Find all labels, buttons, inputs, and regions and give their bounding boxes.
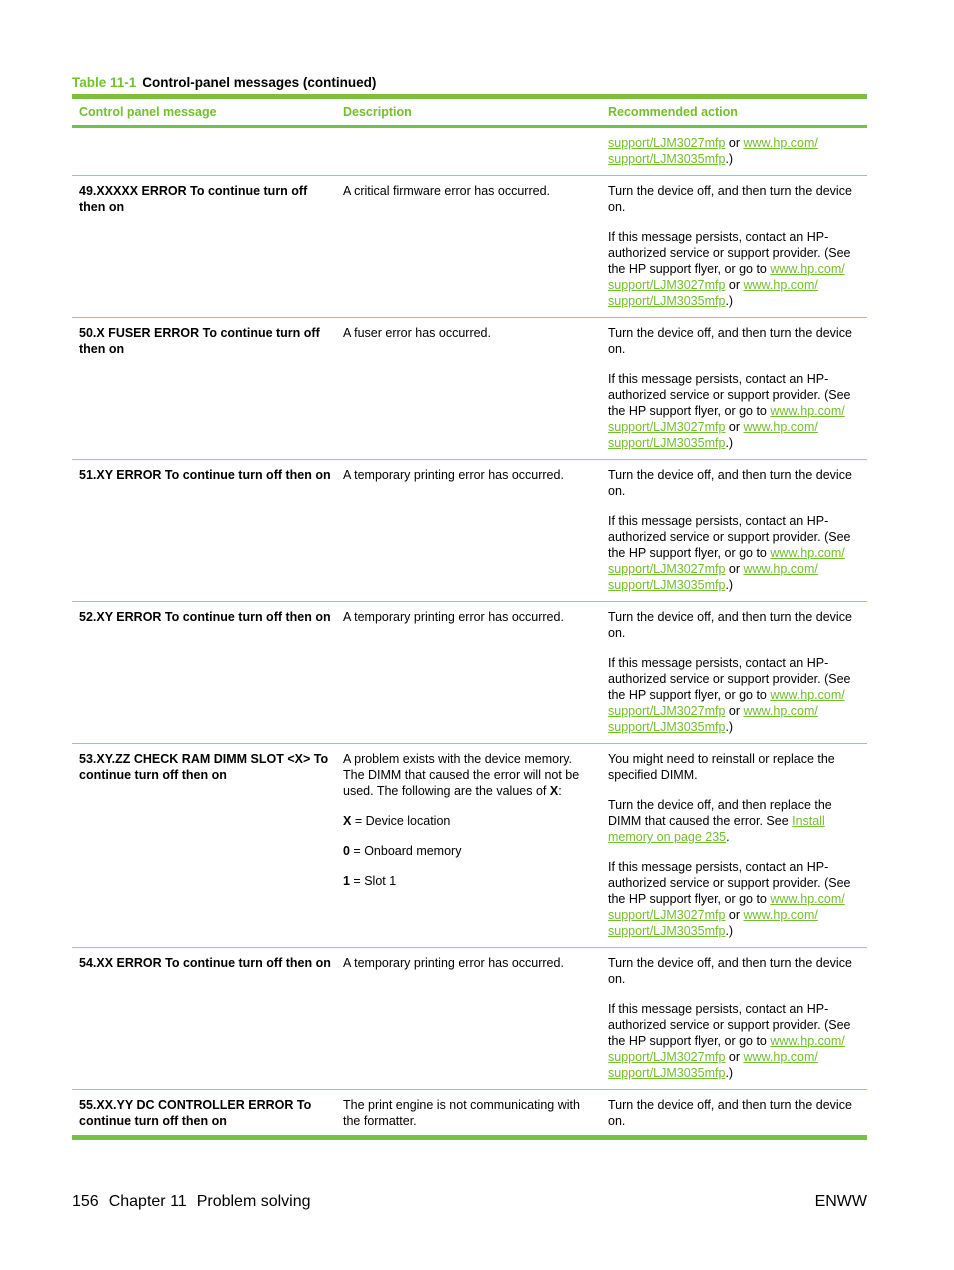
close-text: .) bbox=[725, 924, 734, 938]
table-bottom-rule bbox=[72, 1135, 867, 1140]
action-cell bbox=[602, 609, 867, 735]
link-ljm3035[interactable]: support/LJM3035mfp bbox=[608, 1066, 726, 1080]
close-text: .) bbox=[725, 720, 734, 734]
chapter-label: Chapter 11 bbox=[108, 1193, 187, 1210]
or-text: or bbox=[725, 136, 744, 150]
description-cell: A critical firmware error has occurred. bbox=[343, 184, 551, 198]
action-turn-off: Turn the device off, and then turn the device on. bbox=[608, 326, 852, 356]
close-text: .) bbox=[725, 578, 734, 592]
action-cell bbox=[602, 325, 867, 451]
link-hp-com[interactable]: www.hp.com/ bbox=[743, 908, 818, 922]
table-header-row bbox=[72, 99, 867, 128]
description-cell bbox=[337, 135, 602, 167]
link-hp-com[interactable]: www.hp.com/ bbox=[770, 688, 845, 702]
link-ljm3027[interactable]: support/LJM3027mfp bbox=[608, 420, 726, 434]
message-cell: 51.XY ERROR To continue turn off then on bbox=[79, 468, 331, 482]
link-ljm3035[interactable]: support/LJM3035mfp bbox=[608, 720, 726, 734]
message-cell: 50.X FUSER ERROR To continue turn off then on bbox=[79, 326, 320, 356]
message-cell: 55.XX.YY DC CONTROLLER ERROR To continue turn off then on bbox=[79, 1098, 312, 1128]
close-text: .) bbox=[725, 152, 734, 166]
table-label: Table 11-1 bbox=[72, 75, 137, 90]
action-persists: If this message persists, contact an HP-authorized service or support provider. (See the HP support flyer, or go to bbox=[608, 860, 851, 906]
table-title: Control-panel messages (continued) bbox=[142, 75, 377, 90]
action-turn-off: Turn the device off, and then turn the device on. bbox=[608, 468, 852, 498]
value-text: = Device location bbox=[351, 814, 451, 828]
action-turn-off: Turn the device off, and then turn the device on. bbox=[608, 956, 852, 986]
table-row bbox=[72, 744, 867, 948]
table-row bbox=[72, 128, 867, 176]
action-persists: If this message persists, contact an HP-authorized service or support provider. (See the HP support flyer, or go to bbox=[608, 656, 851, 702]
header-recommended-action: Recommended action bbox=[608, 105, 738, 119]
or-text: or bbox=[725, 1050, 744, 1064]
value-text: = Slot 1 bbox=[349, 874, 397, 888]
description-x: X bbox=[549, 784, 559, 798]
link-install-memory[interactable]: Install memory on page 235 bbox=[608, 814, 825, 844]
link-hp-com[interactable]: www.hp.com/ bbox=[770, 1034, 845, 1048]
link-hp-com[interactable]: www.hp.com/ bbox=[770, 892, 845, 906]
action-cell bbox=[602, 955, 867, 1081]
link-ljm3027[interactable]: support/LJM3027mfp bbox=[608, 278, 726, 292]
link-ljm3027[interactable]: support/LJM3027mfp bbox=[608, 1050, 726, 1064]
header-description: Description bbox=[343, 105, 412, 119]
action-cell bbox=[602, 183, 867, 309]
link-ljm3027[interactable]: support/LJM3027mfp bbox=[608, 704, 726, 718]
or-text: or bbox=[725, 908, 744, 922]
page-number: 156 bbox=[72, 1193, 99, 1210]
control-panel-messages-table bbox=[72, 94, 867, 1140]
action-persists: If this message persists, contact an HP-authorized service or support provider. (See the HP support flyer, or go to bbox=[608, 230, 851, 276]
description-cell: A temporary printing error has occurred. bbox=[343, 468, 564, 482]
action-persists: If this message persists, contact an HP-authorized service or support provider. (See the HP support flyer, or go to bbox=[608, 514, 851, 560]
or-text: or bbox=[725, 420, 744, 434]
action-period: . bbox=[726, 830, 730, 844]
description-colon: : bbox=[558, 784, 562, 798]
action-cell bbox=[602, 135, 867, 167]
link-ljm3035[interactable]: support/LJM3035mfp bbox=[608, 152, 726, 166]
close-text: .) bbox=[725, 1066, 734, 1080]
or-text: or bbox=[725, 278, 744, 292]
action-cell bbox=[602, 467, 867, 593]
close-text: .) bbox=[725, 294, 734, 308]
value-key: X bbox=[343, 814, 352, 828]
link-ljm3027[interactable]: support/LJM3027mfp bbox=[608, 562, 726, 576]
table-row bbox=[72, 1090, 867, 1135]
action-replace: Turn the device off, and then replace the DIMM that caused the error. See bbox=[608, 798, 832, 828]
message-cell: 53.XY.ZZ CHECK RAM DIMM SLOT <X> To continue turn off then on bbox=[79, 752, 329, 782]
table-row bbox=[72, 176, 867, 318]
action-persists: If this message persists, contact an HP-authorized service or support provider. (See the HP support flyer, or go to bbox=[608, 372, 851, 418]
action-turn-off: Turn the device off, and then turn the device on. bbox=[608, 610, 852, 640]
link-ljm3035[interactable]: support/LJM3035mfp bbox=[608, 294, 726, 308]
action-reinstall: You might need to reinstall or replace the specified DIMM. bbox=[608, 752, 835, 782]
description-text: A problem exists with the device memory. The DIMM that caused the error will not be used. The following are the values of bbox=[343, 752, 580, 798]
value-key: 0 bbox=[343, 844, 350, 858]
link-hp-com[interactable]: www.hp.com/ bbox=[743, 1050, 818, 1064]
description-cell bbox=[337, 751, 602, 939]
table-row bbox=[72, 602, 867, 744]
description-cell: The print engine is not communicating with the formatter. bbox=[343, 1098, 580, 1128]
link-hp-com[interactable]: www.hp.com/ bbox=[770, 404, 845, 418]
table-row bbox=[72, 318, 867, 460]
description-cell: A temporary printing error has occurred. bbox=[343, 956, 564, 970]
close-text: .) bbox=[725, 436, 734, 450]
action-persists: If this message persists, contact an HP-authorized service or support provider. (See the HP support flyer, or go to bbox=[608, 1002, 851, 1048]
link-hp-com[interactable]: www.hp.com/ bbox=[743, 704, 818, 718]
link-hp-com[interactable]: www.hp.com/ bbox=[770, 546, 845, 560]
message-cell bbox=[72, 135, 337, 167]
link-hp-com[interactable]: www.hp.com/ bbox=[743, 278, 818, 292]
value-key: 1 bbox=[343, 874, 350, 888]
link-hp-com[interactable]: www.hp.com/ bbox=[743, 420, 818, 434]
link-ljm3027[interactable]: support/LJM3027mfp bbox=[608, 136, 726, 150]
action-turn-off: Turn the device off, and then turn the device on. bbox=[608, 1098, 852, 1128]
message-cell: 49.XXXXX ERROR To continue turn off then on bbox=[79, 184, 308, 214]
link-ljm3035[interactable]: support/LJM3035mfp bbox=[608, 578, 726, 592]
table-row bbox=[72, 948, 867, 1090]
value-text: = Onboard memory bbox=[349, 844, 462, 858]
action-cell bbox=[602, 751, 867, 939]
table-caption bbox=[72, 75, 376, 90]
table-row bbox=[72, 460, 867, 602]
message-cell: 54.XX ERROR To continue turn off then on bbox=[79, 956, 331, 970]
link-hp-com[interactable]: www.hp.com/ bbox=[743, 136, 818, 150]
or-text: or bbox=[725, 562, 744, 576]
or-text: or bbox=[725, 704, 744, 718]
page-footer bbox=[72, 1193, 321, 1211]
link-hp-com[interactable]: www.hp.com/ bbox=[743, 562, 818, 576]
message-cell: 52.XY ERROR To continue turn off then on bbox=[79, 610, 331, 624]
link-ljm3035[interactable]: support/LJM3035mfp bbox=[608, 924, 726, 938]
link-ljm3035[interactable]: support/LJM3035mfp bbox=[608, 436, 726, 450]
link-hp-com[interactable]: www.hp.com/ bbox=[770, 262, 845, 276]
action-turn-off: Turn the device off, and then turn the device on. bbox=[608, 184, 852, 214]
description-cell: A fuser error has occurred. bbox=[343, 326, 491, 340]
section-label: Problem solving bbox=[196, 1193, 311, 1210]
link-ljm3027[interactable]: support/LJM3027mfp bbox=[608, 908, 726, 922]
footer-enww: ENWW bbox=[814, 1193, 867, 1210]
description-cell: A temporary printing error has occurred. bbox=[343, 610, 564, 624]
action-cell bbox=[602, 1097, 867, 1129]
header-control-panel-message: Control panel message bbox=[79, 105, 217, 119]
